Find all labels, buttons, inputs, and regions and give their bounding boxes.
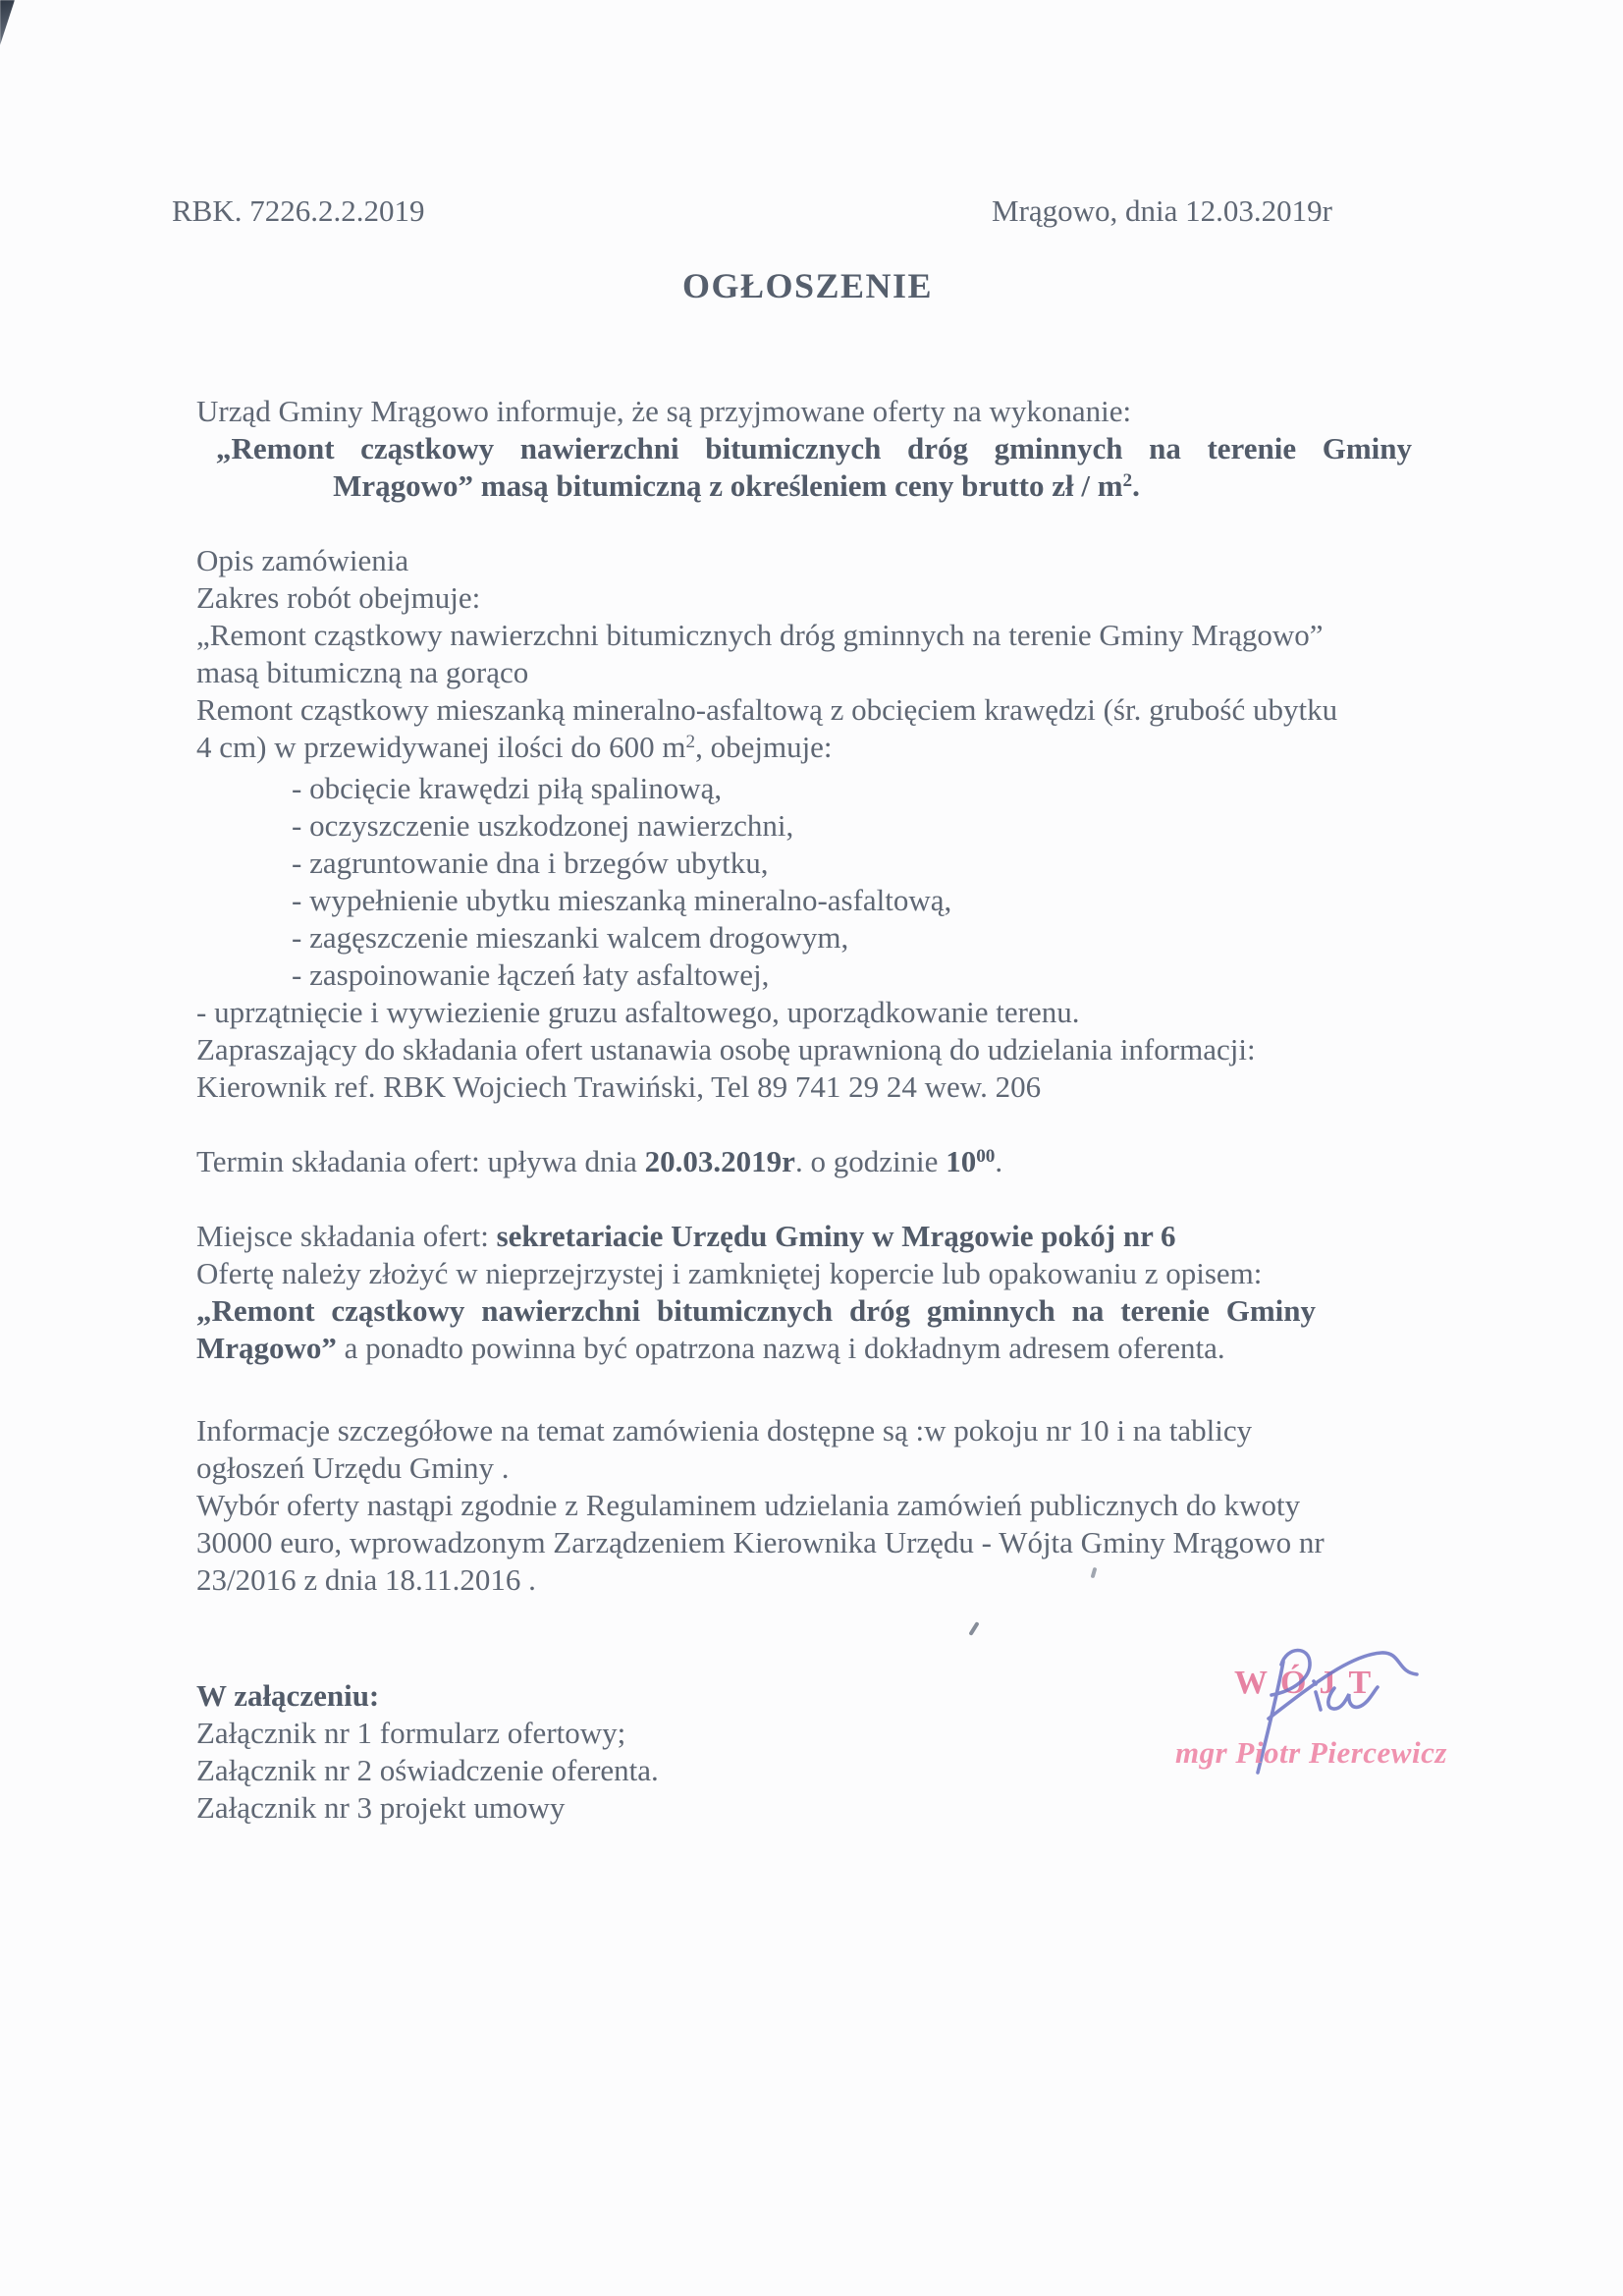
text-line: Opis zamówienia xyxy=(196,543,409,577)
wojt-stamp-text: WÓJT xyxy=(1234,1665,1384,1701)
text-line: Remont cząstkowy mieszanką mineralno-asfaltową z obcięciem krawędzi (śr. grubość ubytku xyxy=(196,692,1338,727)
text-line: Załącznik nr 2 oświadczenie oferenta. xyxy=(196,1753,659,1787)
text-line: Informacje szczegółowe na temat zamówienia dostępne są :w pokoju nr 10 i na tablicy xyxy=(196,1413,1253,1448)
text-line: ogłoszeń Urzędu Gminy . xyxy=(196,1450,510,1485)
text-line: 30000 euro, wprowadzonym Zarządzeniem Kierownika Urzędu - Wójta Gminy Mrągowo nr xyxy=(196,1525,1325,1559)
text-line: Załącznik nr 3 projekt umowy xyxy=(196,1790,566,1825)
text-line: - uprzątnięcie i wywiezienie gruzu asfaltowego, uporządkowanie terenu. xyxy=(196,995,1080,1029)
blank-line xyxy=(196,1106,1419,1143)
text-line: Zapraszający do składania ofert ustanawia osobę uprawnioną do udzielania informacji: xyxy=(196,1032,1256,1066)
text-line: „Remont cząstkowy nawierzchni bitumicznych dróg gminnych na terenie Gminy xyxy=(216,431,1412,465)
text-line: Mrągowo” a ponadto powinna być opatrzona nazwą i dokładnym adresem oferenta. xyxy=(196,1331,1225,1365)
text-line: - zagęszczenie mieszanki walcem drogowym, xyxy=(292,920,849,955)
text-line: Załącznik nr 1 formularz ofertowy; xyxy=(196,1716,626,1750)
text-line: Kierownik ref. RBK Wojciech Trawiński, Tel 89 741 29 24 wew. 206 xyxy=(196,1069,1042,1104)
text-line: „Remont cząstkowy nawierzchni bitumicznych dróg gminnych na terenie Gminy xyxy=(196,1293,1316,1328)
place-and-date: Mrągowo, dnia 12.03.2019r xyxy=(992,193,1332,228)
signer-name-stamp: mgr Piotr Piercewicz xyxy=(1175,1735,1447,1770)
scan-corner-artifact xyxy=(0,0,15,45)
text-line: Zakres robót obejmuje: xyxy=(196,580,481,615)
text-line: 4 cm) w przewidywanej ilości do 600 $m^2$, obejmuje: xyxy=(196,730,833,764)
blank-line xyxy=(196,505,1419,542)
text-line: - oczyszczenie uszkodzonej nawierzchni, xyxy=(292,808,794,843)
text-line: - zagruntowanie dna i brzegów ubytku, xyxy=(292,846,769,880)
document-header xyxy=(172,192,1332,230)
text-line: Urząd Gminy Mrągowo informuje, że są przyjmowane oferty na wykonanie: xyxy=(196,394,1132,428)
text-line: W załączeniu: xyxy=(196,1678,380,1713)
text-line: - obcięcie krawędzi piłą spalinową, xyxy=(292,771,723,805)
text-line: - zaspoinowanie łączeń łaty asfaltowej, xyxy=(292,957,770,992)
document-body xyxy=(196,393,1419,1827)
text-line: Ofertę należy złożyć w nieprzejrzystej i zamkniętej kopercie lub opakowaniu z opisem: xyxy=(196,1256,1263,1290)
text-line: Mrągowo” masą bitumiczną z określeniem ceny brutto zł / $m^2$. xyxy=(333,468,1140,503)
document-title: OGŁOSZENIE xyxy=(681,266,934,305)
text-line: masą bitumiczną na gorąco xyxy=(196,655,529,689)
blank-line xyxy=(196,1180,1419,1218)
text-line: Termin składania ofert: upływa dnia 20.03.2019r. o godzinie $10^{00}$. xyxy=(196,1144,1003,1178)
text-line: Wybór oferty nastąpi zgodnie z Regulaminem udzielania zamówień publicznych do kwoty xyxy=(196,1488,1301,1522)
text-line: 23/2016 z dnia 18.11.2016 . xyxy=(196,1562,536,1597)
text-line: Miejsce składania ofert: sekretariacie Urzędu Gminy w Mrągowie pokój nr 6 xyxy=(196,1219,1176,1253)
blank-line xyxy=(196,1367,1419,1404)
text-line: „Remont cząstkowy nawierzchni bitumicznych dróg gminnych na terenie Gminy Mrągowo” xyxy=(196,618,1324,652)
text-line: - wypełnienie ubytku mieszanką mineralno-asfaltową, xyxy=(292,883,952,917)
reference-number: RBK. 7226.2.2.2019 xyxy=(172,193,425,228)
